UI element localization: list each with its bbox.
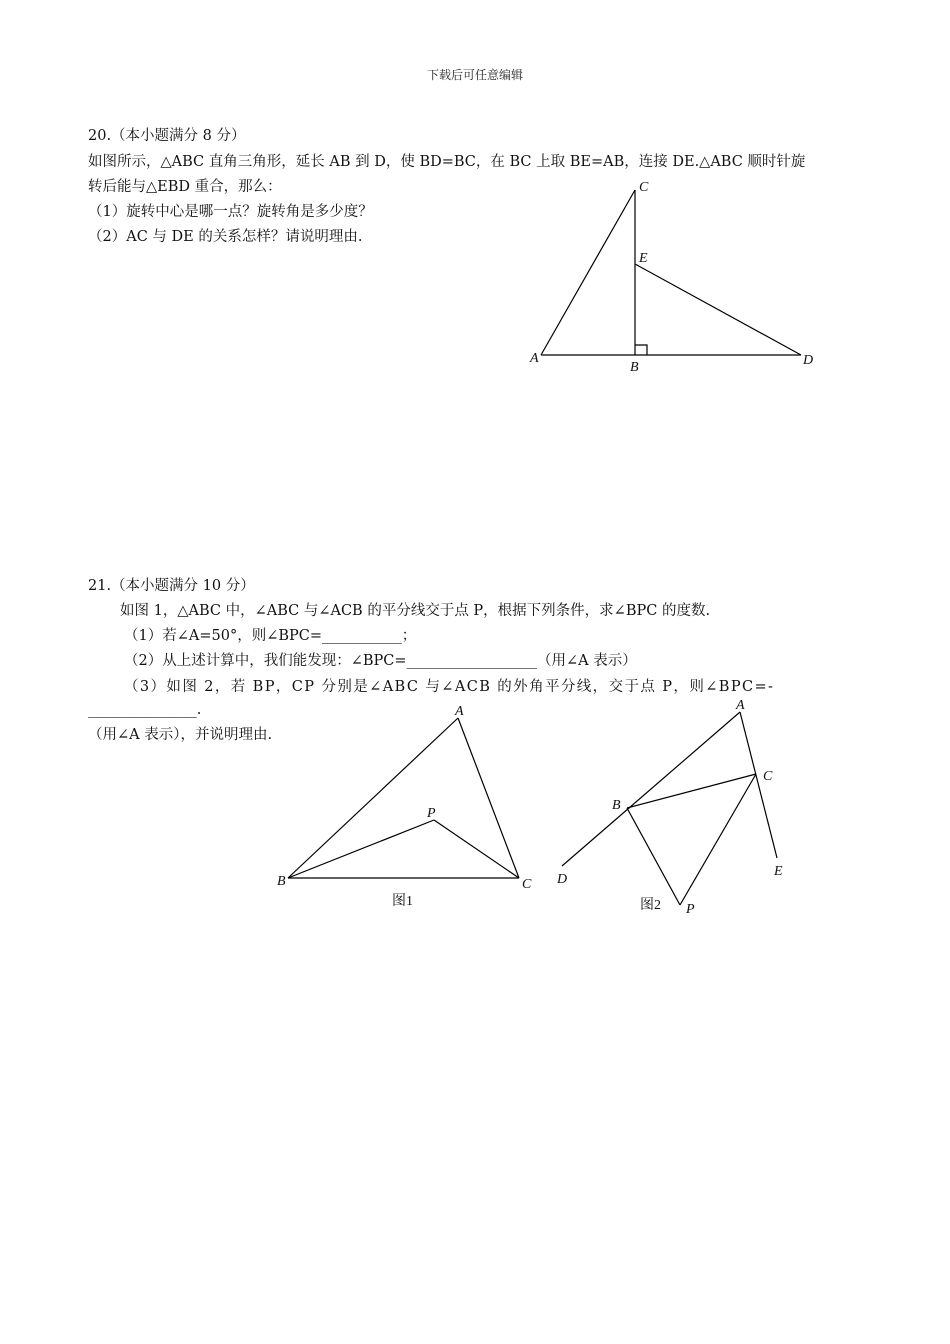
q21-figure-2: [556, 698, 783, 917]
fig2-seg-BC: [627, 774, 756, 808]
q20-label-C: C: [639, 180, 649, 195]
q20-sub1: （1）旋转中心是哪一点？旋转角是多少度？: [88, 204, 373, 220]
q20-label-B: B: [630, 360, 639, 375]
fig1-label-A: A: [455, 704, 464, 719]
q20-label-A: A: [530, 351, 539, 366]
fig2-label-E: E: [774, 864, 783, 879]
q21-sub3: （3）如图 2，若 BP，CP 分别是∠ABC 与∠ACB 的外角平分线，交于点 P，则∠BPC=-: [124, 679, 775, 695]
fig2-label-C: C: [763, 769, 773, 784]
q21-intro: 如图 1，△ABC 中，∠ABC 与∠ACB 的平分线交于点 P，根据下列条件，求∠BPC 的度数.: [120, 603, 711, 619]
fig1-label-C: C: [522, 877, 532, 892]
fig1-caption: 图1: [392, 894, 413, 909]
q20-line1: 如图所示，△ABC 直角三角形，延长 AB 到 D，使 BD=BC，在 BC 上取 BE=AB，连接 DE.△ABC 顺时针旋: [88, 154, 806, 170]
q21-figure-1: [277, 704, 532, 909]
page-header: 下载后可任意编辑: [426, 68, 523, 82]
fig1-label-P: P: [427, 806, 436, 821]
q21-title: 21.（本小题满分 10 分）: [88, 578, 255, 594]
q20-title: 20.（本小题满分 8 分）: [88, 128, 246, 144]
fig2-seg-AD: [562, 712, 740, 866]
fig2-label-A: A: [736, 698, 745, 713]
fig2-label-D: D: [557, 872, 568, 887]
fig2-seg-AE: [740, 712, 777, 858]
q21-sub2: （2）从上述计算中，我们能发现：∠BPC=__________________（用∠A 表示）: [124, 653, 637, 669]
q20-label-E: E: [639, 251, 648, 266]
fig1-seg-PC: [434, 820, 519, 878]
fig2-label-P: P: [686, 902, 695, 917]
fig1-seg-BP: [288, 820, 434, 878]
fig1-seg-AC: [458, 718, 519, 878]
fig2-seg-CP: [680, 774, 756, 905]
q21-sub3-blank: _______________.: [88, 702, 202, 718]
fig2-caption: 图2: [640, 898, 661, 913]
q20-line2: 转后能与△EBD 重合，那么：: [88, 179, 282, 195]
q20-label-D: D: [803, 353, 814, 368]
fig1-seg-BA: [288, 718, 458, 878]
q21-sub1: （1）若∠A=50°，则∠BPC=___________；: [124, 628, 417, 644]
fig2-seg-BP: [627, 808, 680, 905]
q20-sub2: （2）AC 与 DE 的关系怎样？请说明理由.: [88, 229, 363, 245]
fig2-label-B: B: [612, 798, 621, 813]
q21-sub3-end: （用∠A 表示），并说明理由.: [88, 727, 273, 743]
fig1-label-B: B: [277, 874, 286, 889]
